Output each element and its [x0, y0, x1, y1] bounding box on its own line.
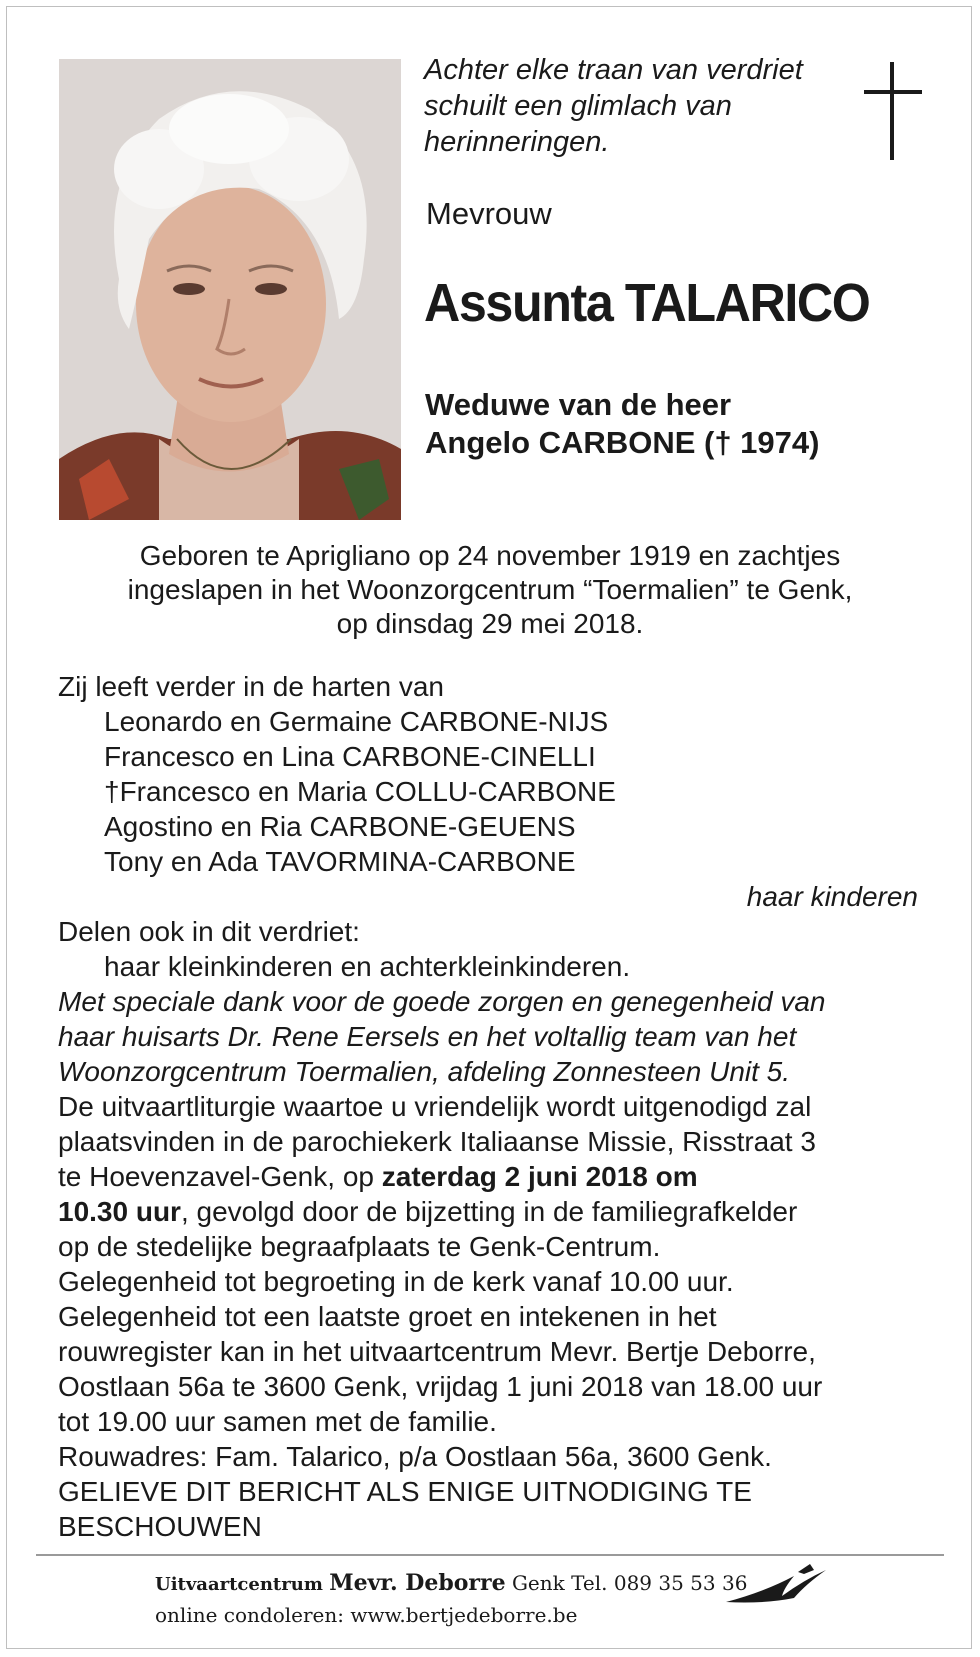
footer-label: Uitvaartcentrum	[155, 1574, 323, 1595]
funeral-line: Rouwadres: Fam. Talarico, p/a Oostlaan 56a, 3600 Genk.	[58, 1441, 772, 1472]
honorific: Mevrouw	[426, 196, 552, 231]
birth-line: ingeslapen in het Woonzorgcentrum “Toermalien” te Genk,	[127, 574, 853, 605]
family-section	[58, 669, 938, 1544]
funeral-line: Gelegenheid tot een laatste groet en intekenen in het	[58, 1301, 717, 1332]
funeral-line: GELIEVE DIT BERICHT ALS ENIGE UITNODIGING TE	[58, 1476, 752, 1507]
thanks-line: Met speciale dank voor de goede zorgen en genegenheid van	[58, 986, 826, 1017]
birth-line: Geboren te Aprigliano op 24 november 1919 en zachtjes	[139, 540, 841, 571]
funeral-text: te Hoevenzavel-Genk, op	[58, 1161, 382, 1192]
family-intro: Zij leeft verder in de harten van	[58, 671, 444, 702]
child-entry: Leonardo en Germaine CARBONE-NIJS	[104, 706, 609, 737]
thanks-line: Woonzorgcentrum Toermalien, afdeling Zonnesteen Unit 5.	[58, 1056, 791, 1087]
footer-phone: Tel. 089 35 53 36	[571, 1571, 748, 1595]
cross-icon	[864, 62, 922, 160]
funeral-line	[58, 1194, 938, 1229]
funeral-line: Gelegenheid tot begroeting in de kerk vanaf 10.00 uur.	[58, 1266, 734, 1297]
birth-death-statement	[40, 539, 940, 641]
funeral-line: BESCHOUWEN	[58, 1511, 262, 1542]
child-entry: Francesco en Lina CARBONE-CINELLI	[104, 741, 596, 772]
funeral-line	[58, 1159, 938, 1194]
birth-line: op dinsdag 29 mei 2018.	[336, 608, 644, 639]
portrait-photo	[59, 59, 401, 520]
funeral-home-footer	[155, 1568, 747, 1630]
bird-logo-icon	[724, 1562, 828, 1606]
grandchildren-entry: haar kleinkinderen en achterkleinkinderen.	[104, 951, 631, 982]
children-label: haar kinderen	[746, 881, 918, 912]
funeral-line: De uitvaartliturgie waartoe u vriendelijk wordt uitgenodigd zal	[58, 1091, 812, 1122]
quote-line: Achter elke traan van verdriet	[424, 54, 803, 86]
footer-contact-line	[155, 1568, 747, 1600]
funeral-date: zaterdag 2 juni 2018 om	[381, 1161, 698, 1192]
funeral-line: Oostlaan 56a te 3600 Genk, vrijdag 1 juni 2018 van 18.00 uur	[58, 1371, 823, 1402]
funeral-text: , gevolgd door de bijzetting in de familiegrafkelder	[180, 1196, 798, 1227]
widow-line: Angelo CARBONE († 1974)	[425, 425, 820, 460]
child-entry: Tony en Ada TAVORMINA-CARBONE	[104, 846, 576, 877]
quote-line: herinneringen.	[424, 126, 610, 158]
widow-statement	[425, 386, 819, 462]
thanks-line: haar huisarts Dr. Rene Eersels en het voltallig team van het	[58, 1021, 797, 1052]
funeral-line: plaatsvinden in de parochiekerk Italiaanse Missie, Risstraat 3	[58, 1126, 816, 1157]
deceased-name: Assunta TALARICO	[424, 273, 870, 333]
footer-online: online condoleren: www.bertjedeborre.be	[155, 1603, 578, 1627]
child-entry: Agostino en Ria CARBONE-GEUENS	[104, 811, 576, 842]
funeral-time: 10.30 uur	[58, 1196, 181, 1227]
footer-city: Genk	[511, 1571, 565, 1595]
quote-line: schuilt een glimlach van	[424, 90, 732, 122]
footer-company: Mevr. Deborre	[329, 1570, 506, 1596]
funeral-line: op de stedelijke begraafplaats te Genk-Centrum.	[58, 1231, 661, 1262]
share-intro: Delen ook in dit verdriet:	[58, 916, 360, 947]
funeral-line: rouwregister kan in het uitvaartcentrum Mevr. Bertje Deborre,	[58, 1336, 816, 1367]
memorial-quote	[424, 52, 854, 160]
funeral-line: tot 19.00 uur samen met de familie.	[58, 1406, 497, 1437]
footer-divider	[36, 1554, 944, 1556]
child-entry: †Francesco en Maria COLLU-CARBONE	[104, 776, 616, 807]
widow-line: Weduwe van de heer	[425, 387, 732, 422]
